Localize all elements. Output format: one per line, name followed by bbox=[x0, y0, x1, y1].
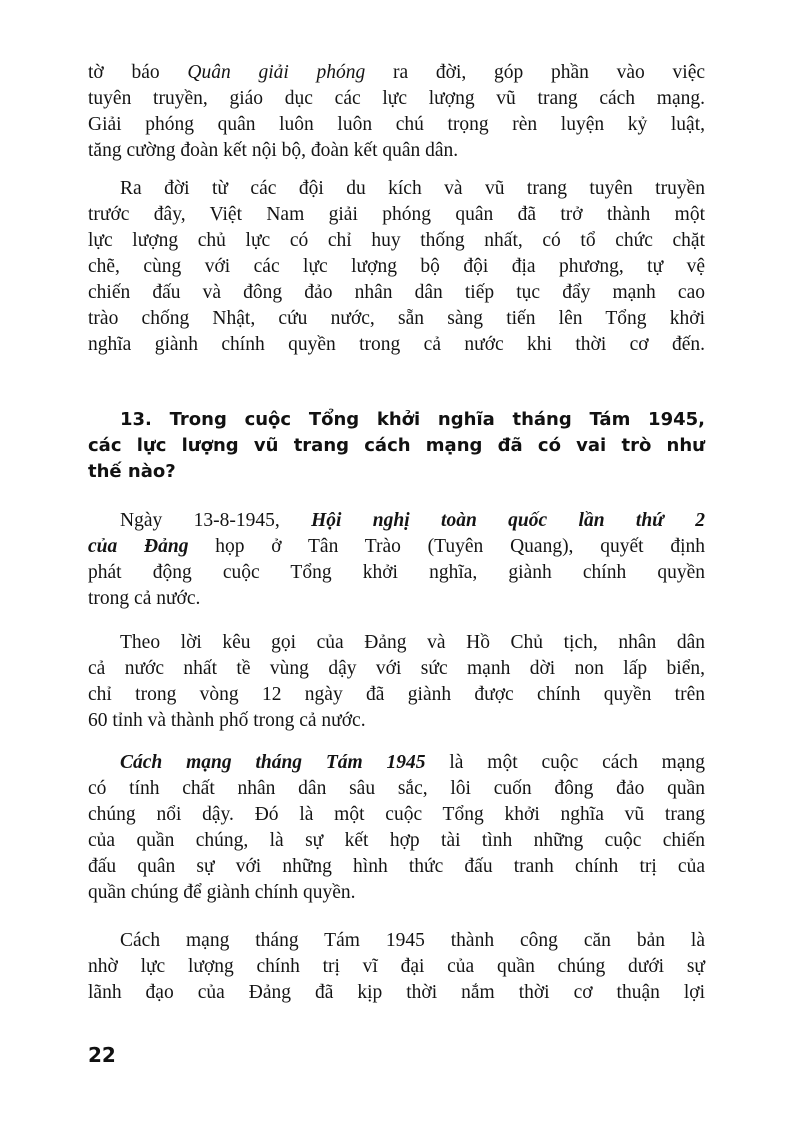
paragraph-5 bbox=[88, 750, 705, 906]
page-number: 22 bbox=[88, 1043, 116, 1067]
text-line: tuyên truyền, giáo dục các lực lượng vũ trang cách mạng. bbox=[88, 88, 705, 109]
text-line: đấu quân sự với những hình thức đấu tranh chính trị của bbox=[88, 856, 705, 877]
text-line: trào chống Nhật, cứu nước, sẵn sàng tiến lên Tổng khởi bbox=[88, 308, 705, 329]
text-line: chiến đấu và đông đảo nhân dân tiếp tục đẩy mạnh cao bbox=[88, 282, 705, 303]
paragraph-3 bbox=[88, 508, 705, 612]
heading-line: thế nào? bbox=[88, 461, 176, 482]
text-line: Ngày 13-8-1945, Hội nghị toàn quốc lần thứ 2 bbox=[120, 510, 705, 531]
text-line: trước đây, Việt Nam giải phóng quân đã trở thành một bbox=[88, 204, 705, 225]
heading-line: các lực lượng vũ trang cách mạng đã có vai trò như bbox=[88, 435, 705, 456]
paragraph-4 bbox=[88, 630, 705, 734]
text-line: quần chúng để giành chính quyền. bbox=[88, 882, 356, 903]
conference-name-cont: của Đảng bbox=[88, 536, 189, 557]
conference-name: Hội nghị toàn quốc lần thứ 2 bbox=[311, 510, 705, 531]
text-line: cả nước nhất tề vùng dậy với sức mạnh dời non lấp biển, bbox=[88, 658, 705, 679]
text-line: chẽ, cùng với các lực lượng bộ đội địa phương, tự vệ bbox=[88, 256, 705, 277]
paragraph-6 bbox=[88, 928, 705, 1006]
section-heading bbox=[88, 407, 705, 485]
text-line: của quần chúng, là sự kết hợp tài tình những cuộc chiến bbox=[88, 830, 705, 851]
text-line: nhờ lực lượng chính trị vĩ đại của quần chúng dưới sự bbox=[88, 956, 705, 977]
text-line: lực lượng chủ lực có chỉ huy thống nhất, có tổ chức chặt bbox=[88, 230, 705, 251]
text-line: Cách mạng tháng Tám 1945 là một cuộc cách mạng bbox=[120, 752, 705, 773]
text-line: Giải phóng quân luôn luôn chú trọng rèn luyện kỷ luật, bbox=[88, 114, 705, 135]
text-line: Theo lời kêu gọi của Đảng và Hồ Chủ tịch, nhân dân bbox=[120, 632, 705, 653]
text-line: Ra đời từ các đội du kích và vũ trang tuyên truyền bbox=[120, 178, 705, 199]
text-line: chỉ trong vòng 12 ngày đã giành được chính quyền trên bbox=[88, 684, 705, 705]
text-line: Cách mạng tháng Tám 1945 thành công căn bản là bbox=[120, 930, 705, 951]
text-line: phát động cuộc Tổng khởi nghĩa, giành chính quyền bbox=[88, 562, 705, 583]
text-line: trong cả nước. bbox=[88, 588, 201, 609]
text-line: có tính chất nhân dân sâu sắc, lôi cuốn đông đảo quần bbox=[88, 778, 705, 799]
paragraph-2 bbox=[88, 176, 705, 358]
text-line: của Đảng họp ở Tân Trào (Tuyên Quang), quyết định bbox=[88, 536, 705, 557]
text-line: chúng nổi dậy. Đó là một cuộc Tổng khởi nghĩa vũ trang bbox=[88, 804, 705, 825]
text-line: tờ báo Quân giải phóng ra đời, góp phần vào việc bbox=[88, 62, 706, 83]
heading-line: 13. Trong cuộc Tổng khởi nghĩa tháng Tám 1945, bbox=[120, 409, 705, 430]
text-line: lãnh đạo của Đảng đã kịp thời nắm thời cơ thuận lợi bbox=[88, 982, 705, 1003]
text-line: nghĩa giành chính quyền trong cả nước khi thời cơ đến. bbox=[88, 334, 705, 355]
text-line: tăng cường đoàn kết nội bộ, đoàn kết quân dân. bbox=[88, 140, 459, 161]
emphasis-phrase: Cách mạng tháng Tám 1945 bbox=[120, 752, 426, 773]
paragraph-1 bbox=[88, 60, 705, 164]
newspaper-title: Quân giải phóng bbox=[187, 62, 366, 83]
text-line: 60 tỉnh và thành phố trong cả nước. bbox=[88, 710, 366, 731]
